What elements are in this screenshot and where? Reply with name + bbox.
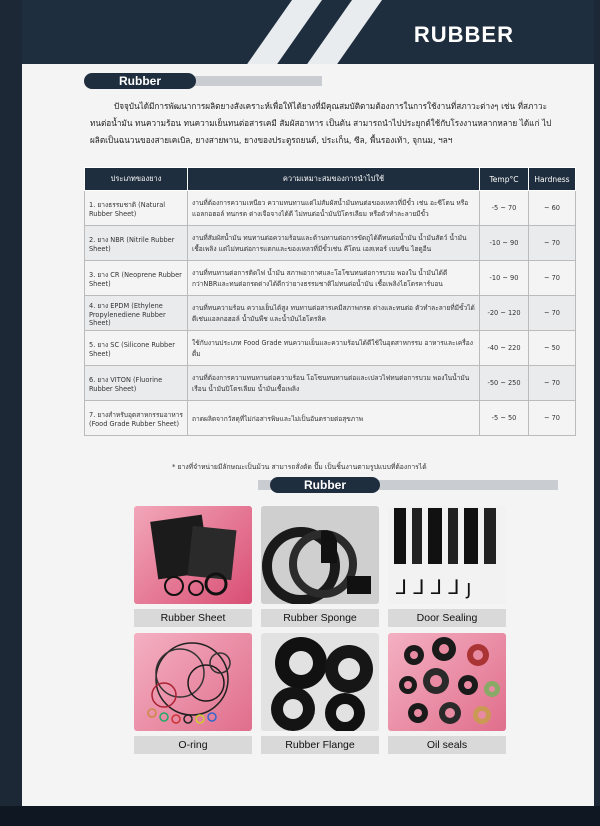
cell-type: 4. ยาง EPDM (Ethylene Propylenediene Rubber Sheet) xyxy=(85,296,188,331)
cell-type: 6. ยาง VITON (Fluorine Rubber Sheet) xyxy=(85,366,188,401)
cell-usage: ถาดผลิตจากวัสดุที่ไม่ก่อสารพิษและไม่เป็นอันตรายต่อสุขภาพ xyxy=(188,401,480,436)
cell-hardness: ~ 60 xyxy=(529,191,576,226)
cell-type: 5. ยาง SC (Silicone Rubber Sheet) xyxy=(85,331,188,366)
product-label: Oil seals xyxy=(388,736,506,754)
cell-usage: งานที่ต้องการความเหนียว ความทนทานแต่ไม่สัมผัสน้ำมันทนต่อของเหลวที่มีขั้ว เช่น อะซีโตน หรือแอลกอฮอล์ ทนกรด ด่างเจือจางได้ดี ไม่ทนต่อน้ำมันปิโตรเลียม หรือตัวทำละลายมีขั้ว xyxy=(188,191,480,226)
cell-temp: -40 ~ 220 xyxy=(480,331,529,366)
cell-usage: ใช้กับงานประเภท Food Grade ทนความเย็นและความร้อนได้ดีใช้ในอุตสาหกรรม อาหารและเครื่องดื่ม xyxy=(188,331,480,366)
cell-temp: -10 ~ 90 xyxy=(480,226,529,261)
product-image-oil-seals xyxy=(388,633,506,731)
cell-usage: งานที่สัมผัสน้ำมัน ทนทานต่อความร้อนและต้านทานต่อการขัดถูได้ดีทนต่อน้ำมัน น้ำมันสัตว์ น้ำมันเชื้อเพลิง แต่ไม่ทนต่อการแตกและของเหลวที่มีขั้วเช่น คีโตน เอสเทอร์ เบนซีน ไฮดูอีน xyxy=(188,226,480,261)
o-ring-illustration xyxy=(134,633,252,731)
table-row xyxy=(85,261,576,296)
cell-temp: -10 ~ 90 xyxy=(480,261,529,296)
oil-seals-illustration xyxy=(388,633,506,731)
svg-text:⅃ ⅃ ⅃ ⅃ ȷ: ⅃ ⅃ ⅃ ⅃ ȷ xyxy=(396,575,472,599)
col-header-temp: Temp°C xyxy=(480,168,529,191)
rubber-flange-illustration xyxy=(261,633,379,731)
cell-usage: งานที่ทนทานต่อการติดไฟ น้ำมัน สภาพอากาศและโอโซนทนต่อการบวม พองใน น้ำมันได้ดีกว่าNBRและทนต่อกรดด่างได้ดีกว่ายางธรรมชาติไม่ทนต่อน้ำมัน เชื้อเพลิงไฮโดรคาร์บอน xyxy=(188,261,480,296)
product-label: Rubber Flange xyxy=(261,736,379,754)
product-label: Rubber Sponge xyxy=(261,609,379,627)
cell-temp: -50 ~ 250 xyxy=(480,366,529,401)
table-row xyxy=(85,366,576,401)
door-sealing-illustration xyxy=(388,506,506,604)
table-header-row xyxy=(85,168,576,191)
cell-type: 1. ยางธรรมชาติ (Natural Rubber Sheet) xyxy=(85,191,188,226)
col-header-type: ประเภทของยาง xyxy=(85,168,188,191)
cell-hardness: ~ 70 xyxy=(529,261,576,296)
cell-type: 3. ยาง CR (Neoprene Rubber Sheet) xyxy=(85,261,188,296)
cell-usage: งานที่ทนความร้อน ความเย็นได้สูง ทนทานต่อสารเคมีสภาพกรด ด่างและทนต่อ ตัวทำละลายที่มีขั้วได้ดีเช่นแอลกอฮอล์ น้ำมันพืช และน้ำมันไฮโดรลิค xyxy=(188,296,480,331)
product-image-rubber-sponge xyxy=(261,506,379,604)
cell-usage: งานที่ต้องการความทนทานต่อความร้อน โอโซนทนทานต่อและเปลวไฟทนต่อการบวม พองในน้ำมันเรือน น้ำมันปิโตรเลียม น้ำมันเชื้อเพลิง xyxy=(188,366,480,401)
product-image-rubber-sheet xyxy=(134,506,252,604)
col-header-hardness: Hardness xyxy=(529,168,576,191)
cell-hardness: ~ 70 xyxy=(529,366,576,401)
product-label: Door Sealing xyxy=(388,609,506,627)
cell-type: 2. ยาง NBR (Nitrile Rubber Sheet) xyxy=(85,226,188,261)
product-image-o-ring xyxy=(134,633,252,731)
table-row xyxy=(85,401,576,436)
cell-hardness: ~ 70 xyxy=(529,226,576,261)
table-row xyxy=(85,191,576,226)
catalog-page xyxy=(22,0,594,806)
rubber-sheet-illustration xyxy=(134,506,252,604)
section-pill-rubber: Rubber xyxy=(84,73,196,89)
cell-hardness: ~ 70 xyxy=(529,296,576,331)
product-label: O-ring xyxy=(134,736,252,754)
section-pill-rubber-2: Rubber xyxy=(270,477,380,493)
table-row xyxy=(85,296,576,331)
page-title: RUBBER xyxy=(413,22,514,47)
product-label: Rubber Sheet xyxy=(134,609,252,627)
table-row xyxy=(85,331,576,366)
table-row xyxy=(85,226,576,261)
col-header-usage: ความเหมาะสมของการนำไปใช้ xyxy=(188,168,480,191)
product-image-door-sealing xyxy=(388,506,506,604)
cell-temp: -20 ~ 120 xyxy=(480,296,529,331)
table-footnote: * ยางที่จำหน่ายมีลักษณะเป็นม้วน สามารถสั่งตัด ปั๊ม เป็นชิ้นงานตามรูปแบบที่ต้องการได้ xyxy=(172,463,427,471)
rubber-sponge-illustration xyxy=(261,506,379,604)
cell-temp: -5 ~ 50 xyxy=(480,401,529,436)
cell-hardness: ~ 50 xyxy=(529,331,576,366)
intro-paragraph: ปัจจุบันได้มีการพัฒนาการผลิตยางสังเคราะห์เพื่อให้ได้ยางที่มีคุณสมบัติตามต้องการในการใช้งานที่สภาวะต่างๆ เช่น ที่สภาวะทนต่อน้ำมัน ทนความร้อน ทนความเย็นทนต่อสารเคมี สัมผัสอาหาร เป็นต้น สามารถนำไปประยุกต์ใช้กับโรงงานหลากหลาย ได้แก่ ไปผลิตเป็นฉนวนของสายเคเบิล, ยางสายพาน, ยางของประตูรถยนต์, ประเก็น, ซีล, พื้นรองเท้า, จุกนม, ฯลฯ xyxy=(90,101,552,145)
cell-type: 7. ยางสำหรับอุตสาหกรรมอาหาร (Food Grade Rubber Sheet) xyxy=(85,401,188,436)
footer-band xyxy=(0,806,600,826)
product-image-rubber-flange xyxy=(261,633,379,731)
cell-temp: -5 ~ 70 xyxy=(480,191,529,226)
rubber-table xyxy=(84,167,576,436)
cell-hardness: ~ 70 xyxy=(529,401,576,436)
